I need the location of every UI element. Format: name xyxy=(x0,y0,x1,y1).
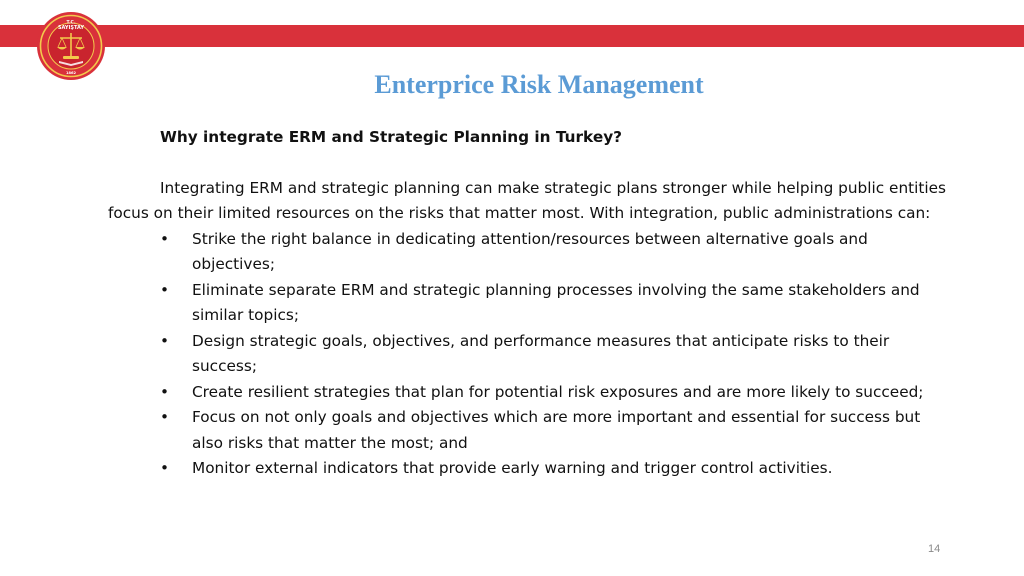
slide-title: Enterprice Risk Management xyxy=(374,70,704,99)
list-item-text: Strike the right balance in dedicating attention/resources between alternative goals and objectives; xyxy=(192,229,868,273)
seal-text-top: T.C. xyxy=(66,20,76,26)
list-item-text: Create resilient strategies that plan for potential risk exposures and are more likely to succeed; xyxy=(192,382,924,401)
section-question: Why integrate ERM and Strategic Planning in Turkey? xyxy=(160,128,623,146)
list-item-text: Design strategic goals, objectives, and performance measures that anticipate risks to their success; xyxy=(192,331,890,375)
list-item-text: Eliminate separate ERM and strategic planning processes involving the same stakeholders and similar topics; xyxy=(192,280,920,324)
list-item xyxy=(108,405,948,456)
bullet-icon: • xyxy=(160,382,170,401)
list-item xyxy=(108,456,948,482)
list-item-text: Focus on not only goals and objectives which are more important and essential for success but also risks that matter the most; and xyxy=(192,408,921,452)
list-item-text: Monitor external indicators that provide early warning and trigger control activities. xyxy=(192,459,833,477)
bullet-icon: • xyxy=(160,459,170,477)
header-band xyxy=(0,25,1024,47)
seal-text-main: SAYIŞTAY xyxy=(57,25,85,31)
page-number: 14 xyxy=(928,543,941,555)
slide-body xyxy=(108,125,948,482)
list-item xyxy=(108,380,948,406)
list-item xyxy=(108,278,948,329)
seal-text-bottom: 1862 xyxy=(65,71,77,75)
intro-paragraph: Integrating ERM and strategic planning can make strategic plans stronger while helping public entities focus on their limited resources on the risks that matter most. With integration, public administrations can: xyxy=(108,178,947,222)
bullet-icon: • xyxy=(160,331,170,350)
bullet-icon: • xyxy=(160,280,170,299)
bullet-icon: • xyxy=(160,229,170,248)
benefits-list xyxy=(108,227,948,482)
bullet-icon: • xyxy=(160,408,170,426)
list-item xyxy=(108,227,948,278)
list-item xyxy=(108,329,948,380)
